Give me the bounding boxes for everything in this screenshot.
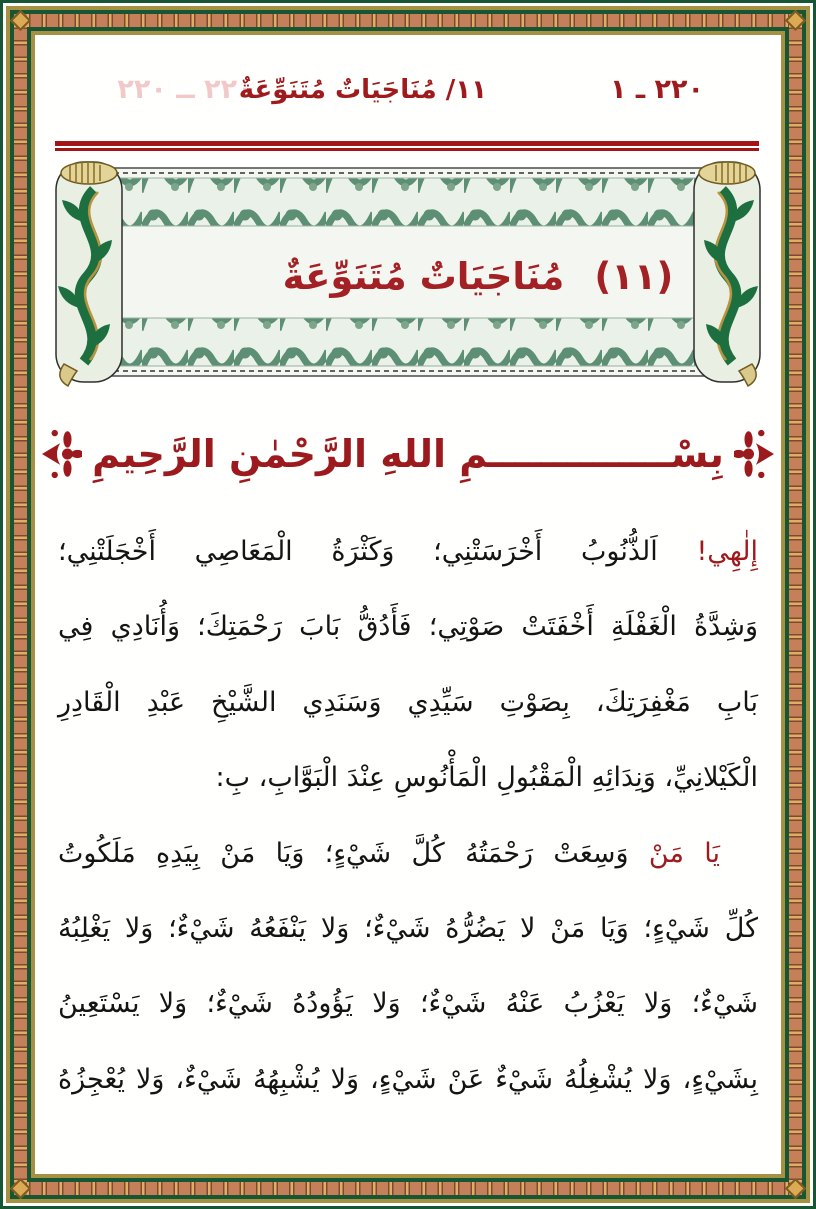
floral-bracket-right-icon	[734, 421, 774, 487]
border-chain-motif-bottom	[14, 1182, 802, 1195]
scroll-roll-left	[56, 162, 122, 386]
chapter-banner	[50, 156, 766, 391]
prayer-line: الْكَيْلانِيِّ، وَنِدَائِهِ الْمَقْبُولِ الْمَأْنُوسِ عِنْدَ الْبَوَّابِ، بِ:	[215, 762, 758, 794]
prayer-line: شَيْءٌ؛ وَلا يَعْزُبُ عَنْهُ شَيْءٌ؛ وَلا يَؤُودُهُ شَيْءٌ؛ وَلا يَسْتَعِينُ	[58, 988, 758, 1020]
page-header	[0, 64, 816, 116]
ghost-page-number: ٢٢٠ ــ ٢٢٠	[117, 74, 254, 105]
prayer-line: بِشَيْءٍ، وَلا يُشْغِلُهُ شَيْءٌ عَنْ شَيْءٍ، وَلا يُشْبِهُهُ شَيْءٌ، وَلا يُعْجِزُهُ	[58, 1063, 758, 1095]
page-number: ٢٢٠ ـ ١	[610, 74, 704, 105]
chapter-number: (١١)	[594, 254, 674, 298]
invocation-lead: إِلٰهِي!	[696, 536, 758, 567]
border-chain-motif-left	[14, 14, 27, 1195]
prayer-line: كُلِّ شَيْءٍ؛ وَيَا مَنْ لا يَضُرُّهُ شَيْءٌ؛ وَلا يَنْفَعُهُ شَيْءٌ؛ وَلا يَغْلِبُهُ	[58, 912, 758, 944]
bismillah-text: بِسْــــــــــــــمِ اللهِ الرَّحْمٰنِ الرَّحِيمِ	[92, 432, 724, 476]
header-divider-rule	[55, 141, 759, 151]
prayer-line: إِلٰهِي! اَلذُّنُوبُ أَخْرَسَتْنِي؛ وَكَثْرَةُ الْمَعَاصِي أَخْجَلَتْنِي؛	[58, 536, 758, 567]
floral-bracket-left-icon	[42, 421, 82, 487]
prayer-line: يَا مَنْ وَسِعَتْ رَحْمَتُهُ كُلَّ شَيْءٍ؛ وَيَا مَنْ بِيَدِهِ مَلَكُوتُ	[58, 837, 721, 869]
prayer-line: وَشِدَّةُ الْغَفْلَةِ أَخْفَتَتْ صَوْتِي؛ فَأَدُقُّ بَابَ رَحْمَتِكَ؛ وَأُنَادِي فِي	[58, 611, 758, 643]
prayer-text	[58, 514, 758, 1117]
chapter-title: مُنَاجَيَاتٌ مُتَنَوِّعَةٌ	[282, 254, 565, 298]
prayer-line: بَابِ مَغْفِرَتِكَ، بِصَوْتِ سَيِّدِي وَسَنَدِي الشَّيْخِ عَبْدِ الْقَادِرِ	[58, 686, 758, 718]
chapter-reference: ١١/ مُنَاجَيَاتٌ مُتَنَوِّعَةٌ	[238, 75, 487, 105]
bismillah-block	[0, 404, 816, 504]
border-chain-motif-top	[14, 14, 802, 27]
chapter-title-banner-text	[196, 234, 760, 318]
invocation-lead: يَا مَنْ	[648, 837, 721, 869]
border-chain-motif-right	[789, 14, 802, 1195]
